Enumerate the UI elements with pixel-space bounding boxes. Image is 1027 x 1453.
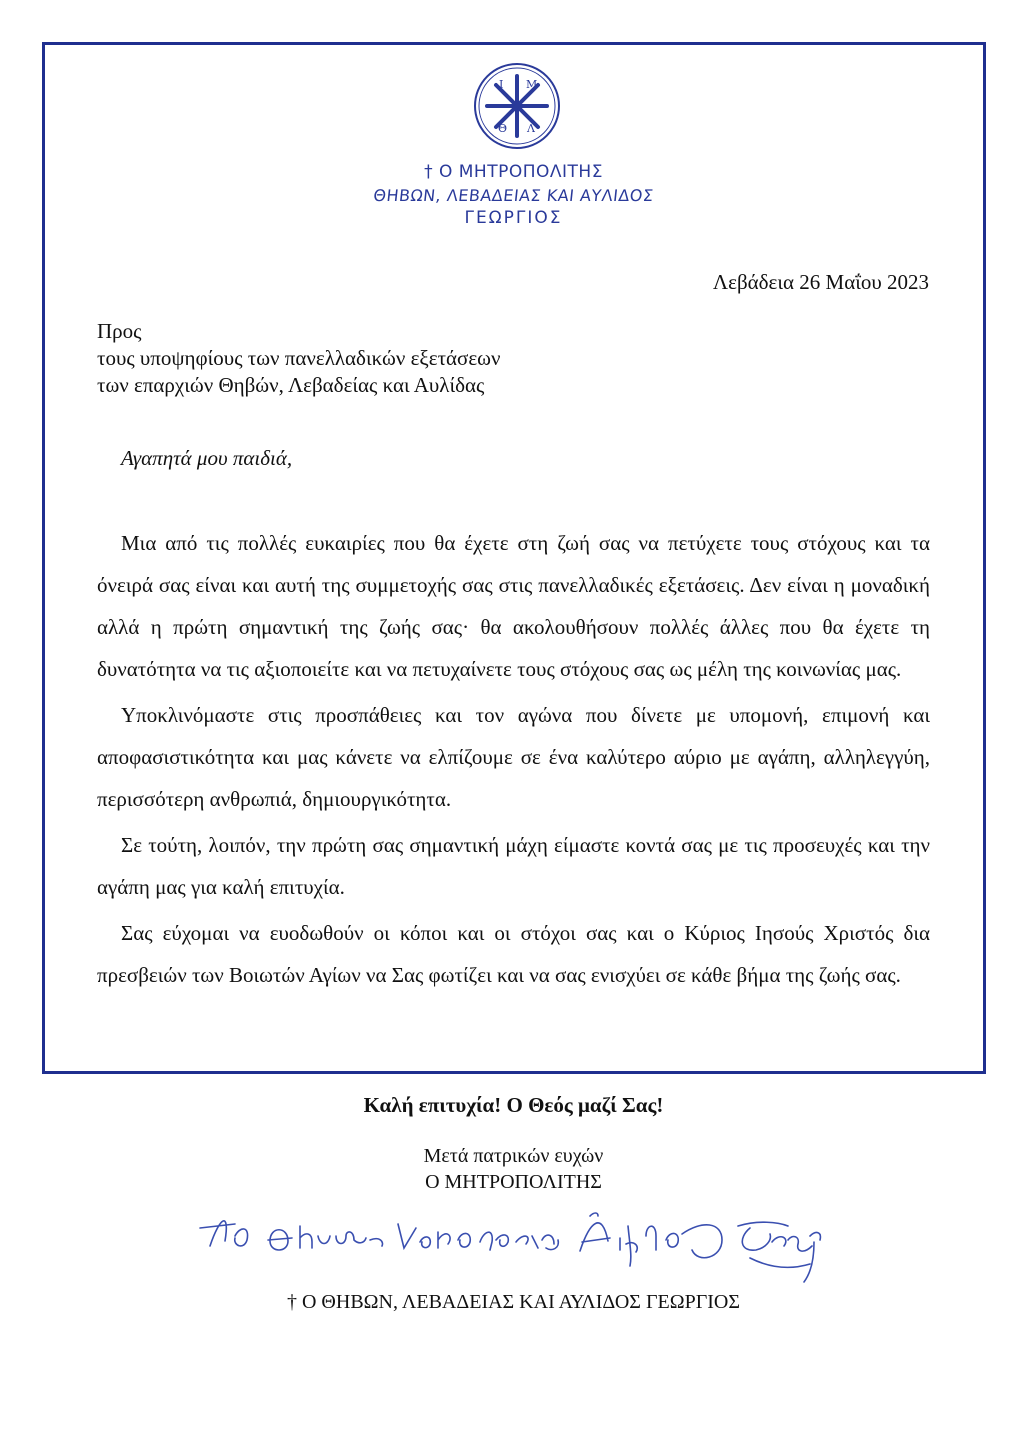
svg-text:Ι: Ι: [499, 78, 504, 91]
metropolis-seal-icon: [472, 60, 562, 152]
addressee-line: των επαρχιών Θηβών, Λεβαδείας και Αυλίδας: [97, 373, 485, 397]
letter-body: [97, 522, 930, 996]
body-paragraph: Υποκλινόμαστε στις προσπάθειες και τον αγώνα που δίνετε με υπομονή, επιμονή και αποφασιστικότητα και μας κάνετε να ελπίζουμε σε ένα καλύτερο αύριο με αγάπη, αλληλεγγύη, περισσότερη ανθρωπιά, δημιουργικότητα.: [97, 703, 930, 811]
letter-date: Λεβάδεια 26 Μαΐου 2023: [712, 270, 929, 294]
letterhead-see: ΘΗΒΩΝ, ΛΕΒΑΔΕΙΑΣ ΚΑΙ ΑΥΛΙΔΟΣ: [372, 186, 655, 205]
body-paragraph: Σε τούτη, λοιπόν, την πρώτη σας σημαντική μάχη είμαστε κοντά σας με τις προσευχές και την αγάπη μας για καλή επιτυχία.: [97, 833, 930, 899]
addressee-block: [97, 318, 500, 399]
letterhead-name: ΓΕΩΡΓΙΟΣ: [464, 208, 563, 228]
signoff-title: Ο ΜΗΤΡΟΠΟΛΙΤΗΣ: [425, 1171, 602, 1193]
addressee-line: τους υποψηφίους των πανελλαδικών εξετάσεων: [97, 346, 501, 370]
addressee-line: Προς: [97, 319, 142, 343]
svg-text:Λ: Λ: [527, 122, 535, 135]
greeting: Αγαπητά μου παιδιά,: [121, 446, 293, 470]
handwritten-signature-icon: [190, 1196, 840, 1286]
signatory-name: † Ο ΘΗΒΩΝ, ΛΕΒΑΔΕΙΑΣ ΚΑΙ ΑΥΛΙΔΟΣ ΓΕΩΡΓΙΟΣ: [286, 1291, 741, 1313]
svg-text:Μ: Μ: [526, 78, 538, 91]
svg-text:Θ: Θ: [498, 122, 508, 135]
body-paragraph: Μια από τις πολλές ευκαιρίες που θα έχετε στη ζωή σας να πετύχετε τους στόχους και τα όνειρά σας είναι και αυτή της συμμετοχής σας στις πανελλαδικές εξετάσεις. Δεν είναι η μοναδική αλλά η πρώτη σημαντική της ζωής σας· θα ακολουθήσουν πολλές άλλες που θα έχετε τη δυνατότητα να τις αξιοποιείτε και να πετυχαίνετε τους στόχους σας ως μέλη της κοινωνίας μας.: [97, 531, 930, 681]
body-paragraph: Σας εύχομαι να ευοδωθούν οι κόποι και οι στόχοι σας και ο Κύριος Ιησούς Χριστός δια πρεσβειών των Βοιωτών Αγίων να Σας φωτίζει και να σας ενισχύει σε κάθε βήμα της ζωής σας.: [97, 921, 930, 987]
signoff-line: Μετά πατρικών ευχών: [423, 1145, 604, 1167]
letterhead-title: † Ο ΜΗΤΡΟΠΟΛΙΤΗΣ: [424, 162, 603, 182]
closing-wish: Καλή επιτυχία! Ο Θεός μαζί Σας!: [363, 1093, 664, 1117]
